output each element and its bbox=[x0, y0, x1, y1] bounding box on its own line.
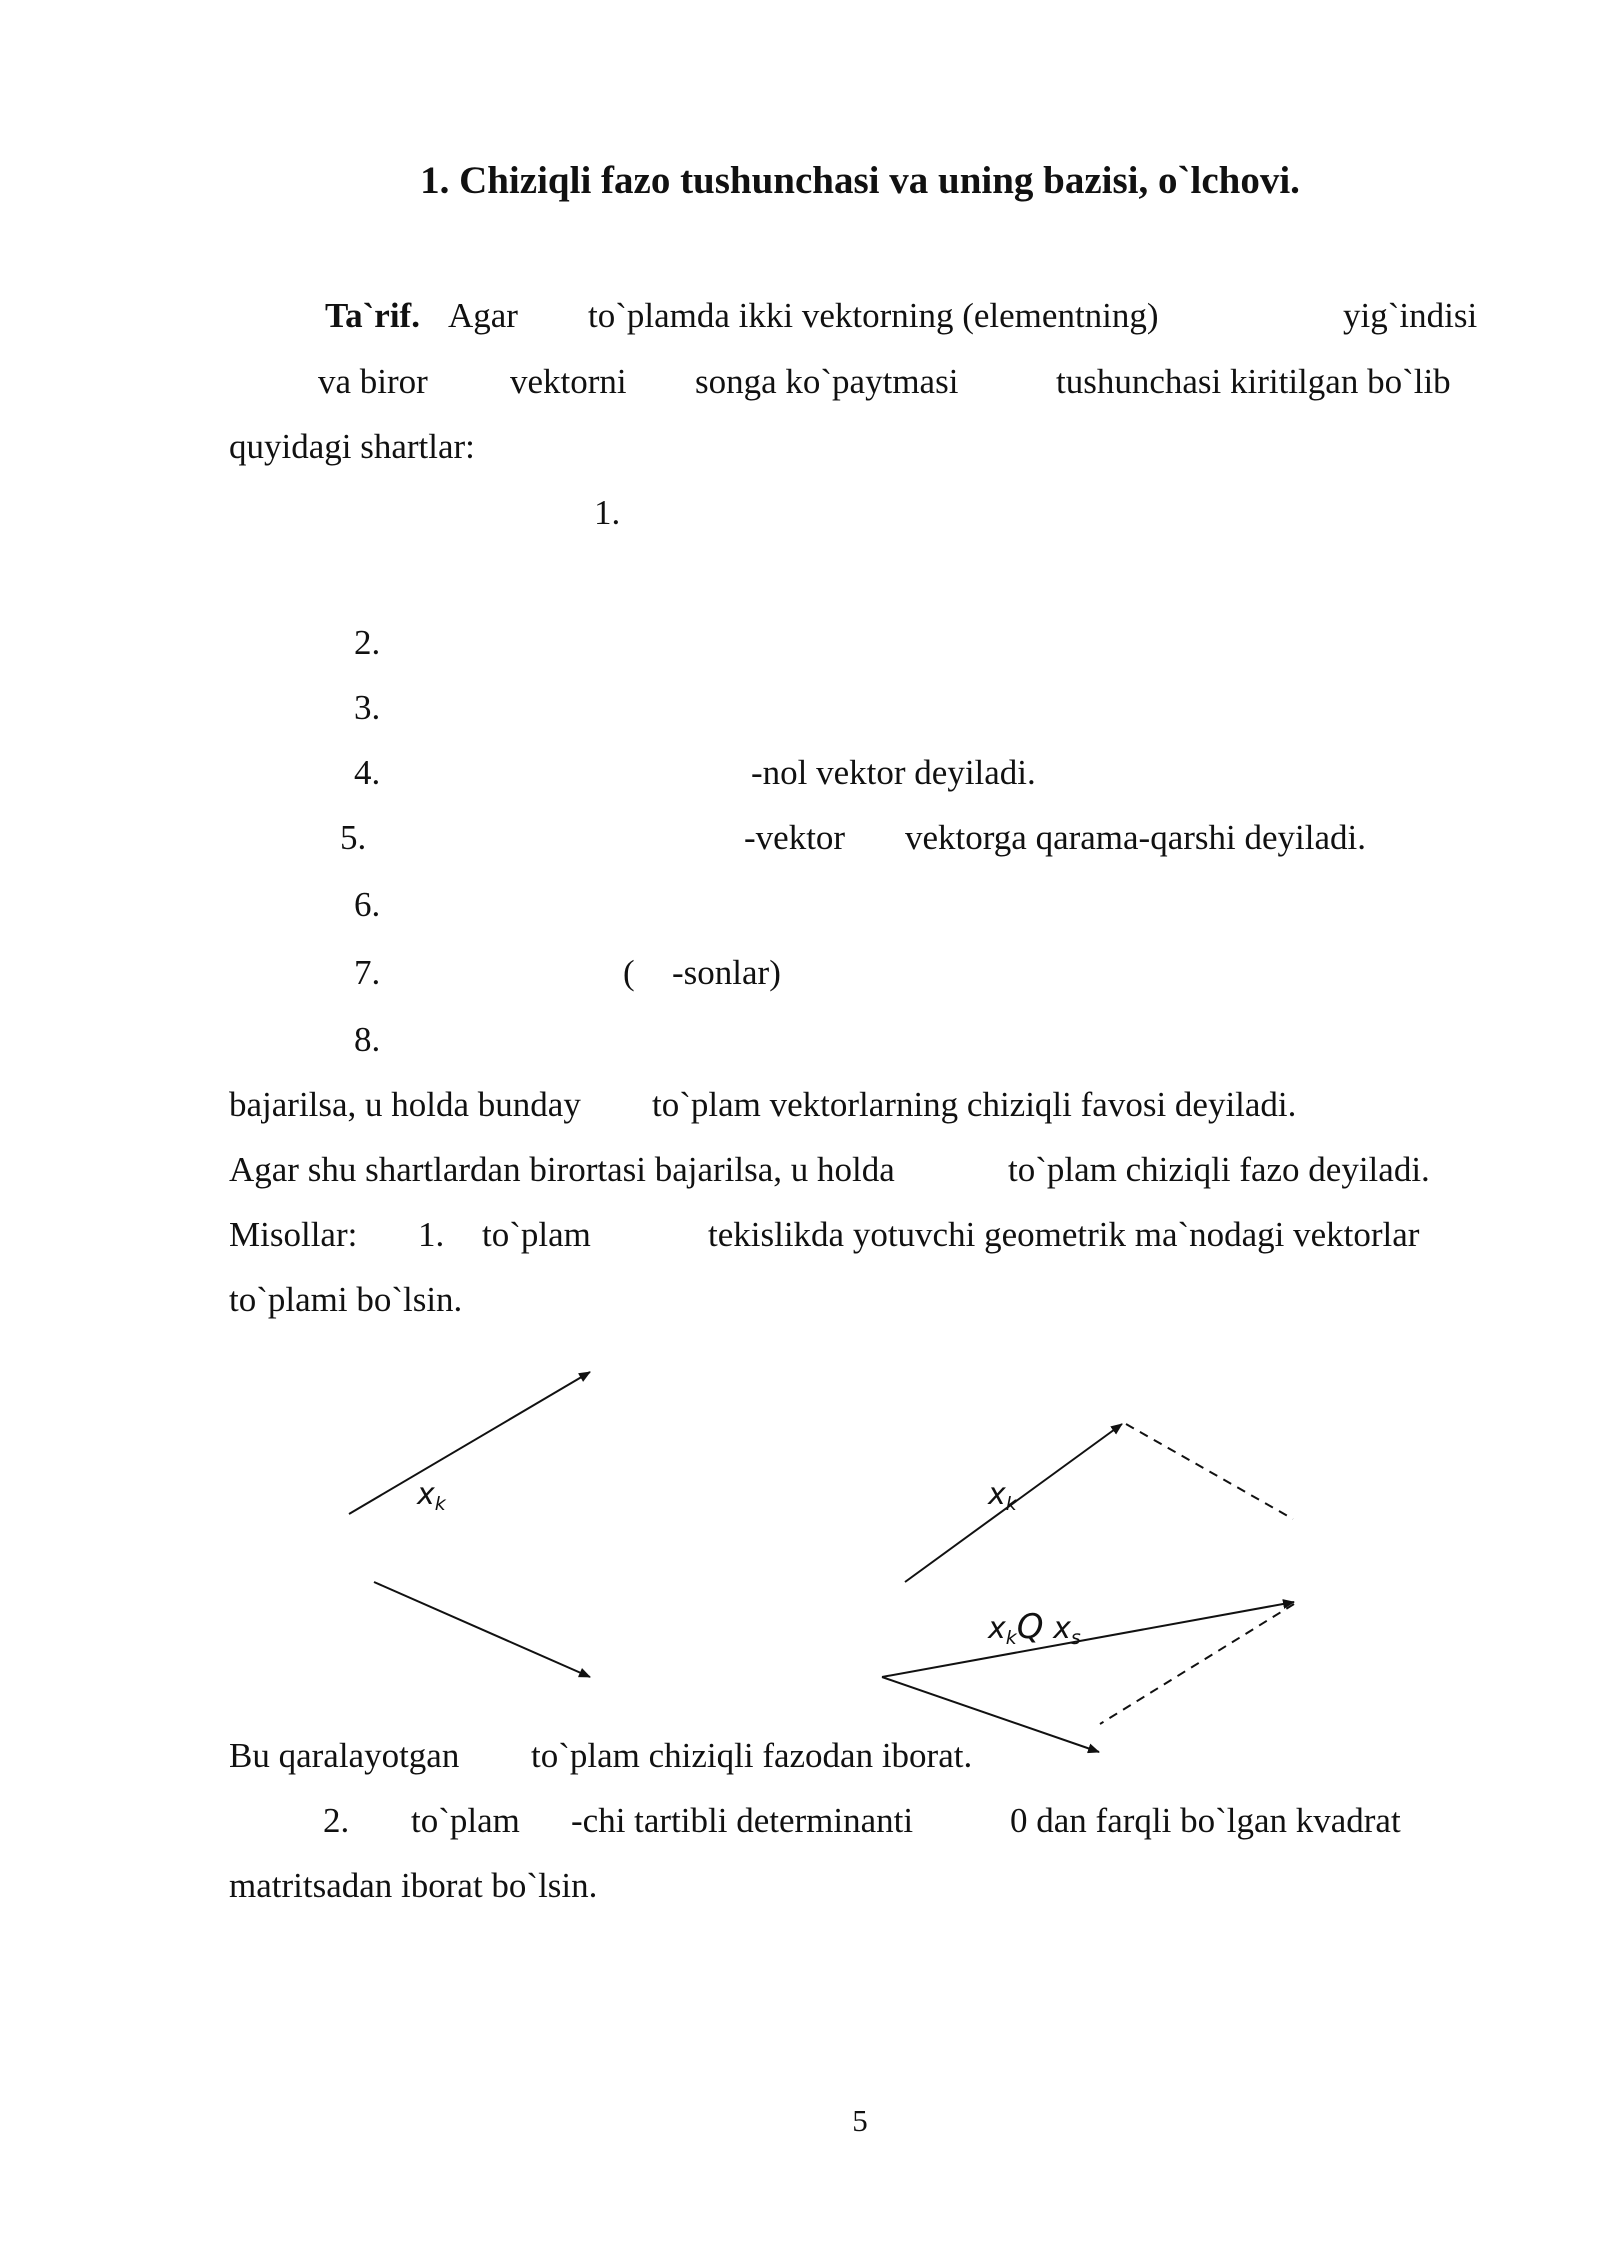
body-text: bajarilsa, u holda bunday bbox=[229, 1085, 581, 1124]
body-text: 1. bbox=[418, 1215, 445, 1254]
body-text: tekislikda yotuvchi geometrik ma`nodagi vektorlar bbox=[708, 1215, 1420, 1254]
body-text: 0 dan farqli bo`lgan kvadrat bbox=[1010, 1801, 1401, 1840]
vector-label-xk-left: $x_k$ bbox=[417, 1477, 446, 1515]
body-text: -chi tartibli determinanti bbox=[571, 1801, 914, 1840]
condition-text: ( bbox=[623, 953, 635, 992]
definition-label: Ta`rif. bbox=[325, 296, 420, 335]
page-number: 5 bbox=[852, 2103, 868, 2138]
vector-sum bbox=[882, 1602, 1294, 1677]
condition-number: 6. bbox=[354, 885, 381, 924]
body-text: Bu qaralayotgan bbox=[229, 1736, 460, 1775]
vector-label-xk-right: $x_k$ bbox=[988, 1477, 1017, 1515]
body-text: to`plam chiziqli fazodan iborat. bbox=[531, 1736, 973, 1775]
definition-text: yig`indisi bbox=[1343, 296, 1478, 335]
vector-xs-left bbox=[374, 1582, 590, 1677]
body-text: matritsadan iborat bo`lsin. bbox=[229, 1866, 598, 1905]
definition-text: Agar bbox=[448, 296, 518, 335]
definition-text: tushunchasi kiritilgan bo`lib bbox=[1056, 362, 1451, 401]
definition-text: songa ko`paytmasi bbox=[695, 362, 959, 401]
condition-text: -sonlar) bbox=[672, 953, 781, 992]
condition-number: 8. bbox=[354, 1020, 381, 1059]
body-text: to`plam chiziqli fazo deyiladi. bbox=[1008, 1150, 1430, 1189]
definition-text: vektorni bbox=[510, 362, 627, 401]
body-text: to`plami bo`lsin. bbox=[229, 1280, 463, 1319]
condition-number: 4. bbox=[354, 753, 381, 792]
condition-number: 7. bbox=[354, 953, 381, 992]
body-text: to`plam bbox=[411, 1801, 520, 1840]
parallelogram-dashed-top bbox=[1126, 1424, 1293, 1519]
body-text: Misollar: bbox=[229, 1215, 358, 1254]
vector-label-sum: $x_kQ$ $x_s$ bbox=[988, 1607, 1081, 1649]
condition-text: -nol vektor deyiladi. bbox=[751, 753, 1036, 792]
definition-text: quyidagi shartlar: bbox=[229, 427, 475, 466]
condition-text: vektorga qarama-qarshi deyiladi. bbox=[905, 818, 1366, 857]
condition-text: -vektor bbox=[744, 818, 846, 857]
condition-number: 5. bbox=[340, 818, 367, 857]
body-text: Agar shu shartlardan birortasi bajarilsa, u holda bbox=[229, 1150, 895, 1189]
section-title: 1. Chiziqli fazo tushunchasi va uning bazisi, o`lchovi. bbox=[420, 159, 1300, 202]
body-text: to`plam bbox=[482, 1215, 591, 1254]
definition-text: to`plamda ikki vektorning (elementning) bbox=[588, 296, 1159, 335]
condition-number: 3. bbox=[354, 688, 381, 727]
definition-text: va biror bbox=[318, 362, 428, 401]
condition-number: 1. bbox=[594, 493, 621, 532]
condition-number: 2. bbox=[354, 623, 381, 662]
body-text: to`plam vektorlarning chiziqli favosi deyiladi. bbox=[652, 1085, 1297, 1124]
parallelogram-dashed-right bbox=[1100, 1604, 1294, 1724]
body-text: 2. bbox=[323, 1801, 350, 1840]
vector-xk-left bbox=[349, 1372, 590, 1514]
